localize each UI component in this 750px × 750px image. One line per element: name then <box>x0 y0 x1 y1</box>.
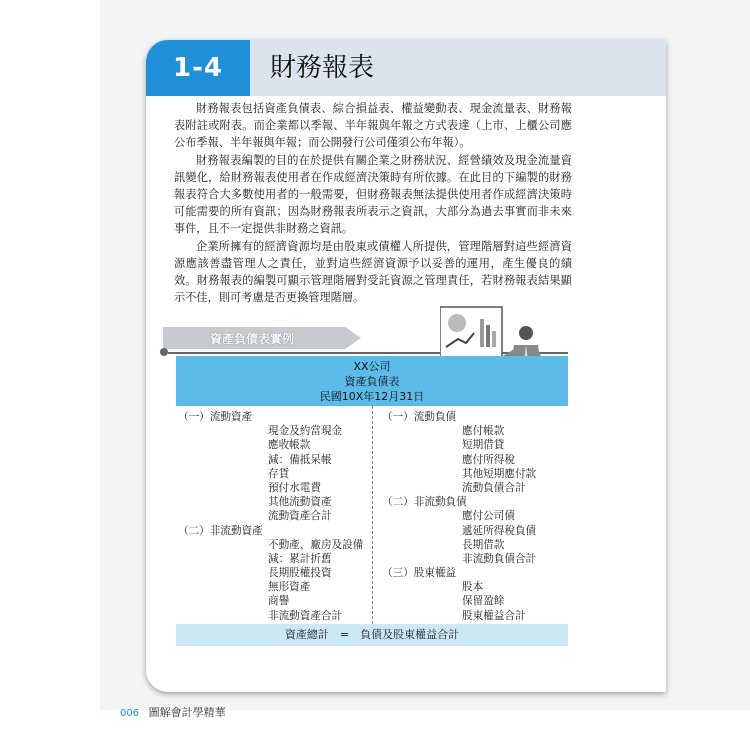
line-item: 應付帳款 <box>462 425 505 438</box>
line-item: 保留盈餘 <box>462 595 505 608</box>
line-item: 股東權益合計 <box>462 609 526 622</box>
line-item: 流動資產合計 <box>268 510 332 523</box>
line-item: 減：備抵呆帳 <box>268 453 332 466</box>
liabilities-column <box>382 410 536 623</box>
statement-date: 民國10X年12月31日 <box>319 390 425 403</box>
paragraph: 財務報表包括資產負債表、綜合損益表、權益變動表、現金流量表、財務報表附註或附表。而企業都以季報、半年報與年報之方式表達（上市、上櫃公司應公布季報、半年報與年報；而公開發行公司僅須公布年報）。 <box>174 102 572 150</box>
category-heading: （三）股東權益 <box>382 567 457 580</box>
category-heading: （一）流動資產 <box>178 411 253 423</box>
line-item: 非流動負債合計 <box>462 552 537 565</box>
company-name: XX公司 <box>353 360 391 373</box>
body-text <box>174 100 572 306</box>
category-heading: （一）流動負債 <box>382 411 457 423</box>
page-footer <box>120 704 226 720</box>
assets-column <box>178 410 363 623</box>
category-heading: （二）非流動負債 <box>382 496 467 509</box>
line-item: 流動負債合計 <box>462 481 526 494</box>
column-divider <box>372 406 373 624</box>
line-item: 長期借款 <box>462 538 505 551</box>
line-item: 無形資產 <box>268 581 311 594</box>
line-item: 應付公司債 <box>462 510 515 523</box>
balance-sheet-total: 資產總計 = 負債及股東權益合計 <box>176 624 568 646</box>
paragraph: 財務報表編製的目的在於提供有關企業之財務狀況、經營績效及現金流量資訊變化，給財務報表使用者在作成經濟決策時有所依據。在此目的下編製的財務報表符合大多數使用者的一般需要，但財務報表無法提供使用者作成經濟決策時可能需要的所有資訊；因為財務報表所表示之資訊，大部分為過去事實而非未來事件，且不一定提供非財務之資訊。 <box>174 153 572 236</box>
paragraph: 企業所擁有的經濟資源均是由股東或債權人所提供，管理階層對這些經濟資源應該善盡管理人之責任，並對這些經濟資源予以妥善的運用，產生優良的績效。財務報表的編製可顯示管理階層對受託資源之管理責任，若財務報表結果顯示不佳，則可考慮是否更換管理階層。 <box>174 239 572 305</box>
line-item: 非流動資產合計 <box>268 609 343 622</box>
balance-sheet-header <box>176 356 568 406</box>
example-label: 資產負債表實例 <box>210 332 295 346</box>
line-item: 應收帳款 <box>268 439 311 452</box>
chart-board-icon <box>440 307 502 357</box>
example-dot <box>160 348 168 356</box>
line-item: 遞延所得稅負債 <box>462 524 537 537</box>
line-item: 股本 <box>462 581 484 594</box>
line-item: 長期股權投資 <box>268 567 332 580</box>
section-number-badge: 1-4 <box>146 40 250 96</box>
page-number: 006 <box>120 708 140 719</box>
line-item: 減：累計折舊 <box>268 552 332 565</box>
line-item: 其他流動資產 <box>268 496 332 509</box>
line-item: 短期借貸 <box>462 439 505 452</box>
statement-name: 資產負債表 <box>344 375 400 388</box>
line-item: 預付水電費 <box>268 481 321 494</box>
line-item: 其他短期應付款 <box>462 467 537 480</box>
line-item: 應付所得稅 <box>462 453 515 466</box>
book-title: 圖解會計學精華 <box>148 706 226 719</box>
line-item: 商譽 <box>268 595 290 608</box>
line-item: 不動產、廠房及設備 <box>268 538 364 551</box>
category-heading: （二）非流動資產 <box>178 524 263 537</box>
section-title: 財務報表 <box>270 53 375 83</box>
line-item: 存貨 <box>268 467 290 480</box>
line-item: 現金及約當現金 <box>268 425 343 438</box>
